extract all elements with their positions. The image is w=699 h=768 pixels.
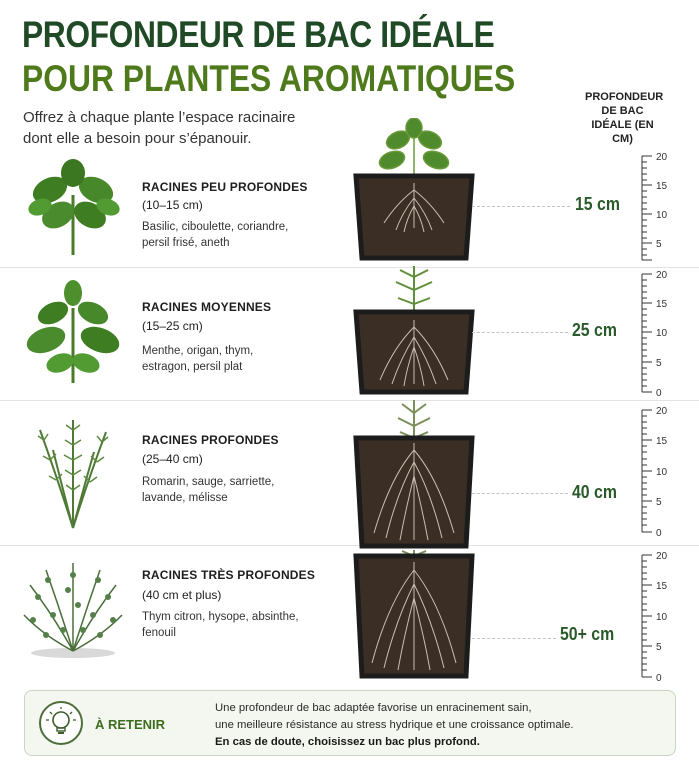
pot-deep [352,398,476,550]
mint-icon [18,278,128,388]
ruler-tick: 10 [656,467,668,478]
pot-very-deep [352,548,476,680]
depth-ruler [634,268,674,398]
ruler-tick: 0 [656,673,662,683]
ruler-tick: 5 [656,358,662,369]
basil-icon [18,155,128,260]
row-range: (40 cm et plus) [142,588,222,602]
pot-medium [352,262,476,397]
row-plants: Romarin, sauge, sarriette, lavande, mélisse [142,476,275,504]
depth-value: 40 cm [572,482,617,502]
note-line: une meilleure résistance au stress hydrique et une croissance optimale. [215,719,574,731]
ruler-tick: 15 [656,581,668,592]
ruler-tick: 5 [656,239,662,250]
row-range: (15–25 cm) [142,319,203,333]
row-range: (25–40 cm) [142,452,203,466]
page-title-line2: POUR PLANTES AROMATIQUES [22,58,516,99]
row-plants: Basilic, ciboulette, coriandre, persil frisé, aneth [142,221,289,249]
note-text [215,700,665,751]
note-label: À RETENIR [95,717,166,732]
thyme-bush-icon [18,555,128,660]
depth-ruler [634,404,674,538]
depth-ruler [634,549,674,683]
ruler-tick: 20 [656,270,668,281]
ruler-tick: 15 [656,299,668,310]
ruler-tick: 10 [656,328,668,339]
page-title-line1: PROFONDEUR DE BAC IDÉALE [22,14,495,55]
ruler-tick: 0 [656,388,662,398]
rosemary-icon [18,410,128,532]
depth-ruler [634,150,674,265]
depth-leader [472,332,568,333]
depth-leader [472,493,568,494]
row-plants: Menthe, origan, thym, estragon, persil plat [142,345,254,373]
depth-value: 25 cm [572,320,617,340]
pot-shallow [352,118,476,263]
ruler-tick: 10 [656,612,668,623]
note-line-bold: En cas de doute, choisissez un bac plus profond. [215,736,480,748]
ruler-tick: 20 [656,406,668,417]
row-title: RACINES PEU PROFONDES [142,180,308,194]
ruler-tick: 20 [656,152,668,163]
row-range: (10–15 cm) [142,198,203,212]
ruler-tick: 10 [656,210,668,221]
row-divider [0,400,699,401]
row-divider [0,267,699,268]
ruler-tick: 5 [656,497,662,508]
ruler-tick: 20 [656,551,668,562]
row-title: RACINES PROFONDES [142,433,279,447]
depth-leader [472,638,556,639]
ruler-tick: 5 [656,642,662,653]
row-title: RACINES TRÈS PROFONDES [142,568,316,582]
ruler-tick: 15 [656,436,668,447]
row-title: RACINES MOYENNES [142,300,272,314]
lightbulb-icon [39,701,83,745]
depth-value: 50+ cm [560,624,615,644]
row-divider [0,545,699,546]
depth-leader [472,206,570,207]
key-takeaway-box [24,690,676,756]
note-line: Une profondeur de bac adaptée favorise un enracinement sain, [215,702,532,714]
depth-value: 15 cm [575,194,620,214]
page-subtitle: Offrez à chaque plante l’espace racinaire dont elle a besoin pour s’épanouir. [23,109,296,147]
ruler-header: PROFONDEUR DE BAC IDÉALE (EN CM) [585,91,664,145]
row-plants: Thym citron, hysope, absinthe, fenouil [142,611,299,639]
ruler-tick: 15 [656,181,668,192]
ruler-tick: 0 [656,528,662,538]
